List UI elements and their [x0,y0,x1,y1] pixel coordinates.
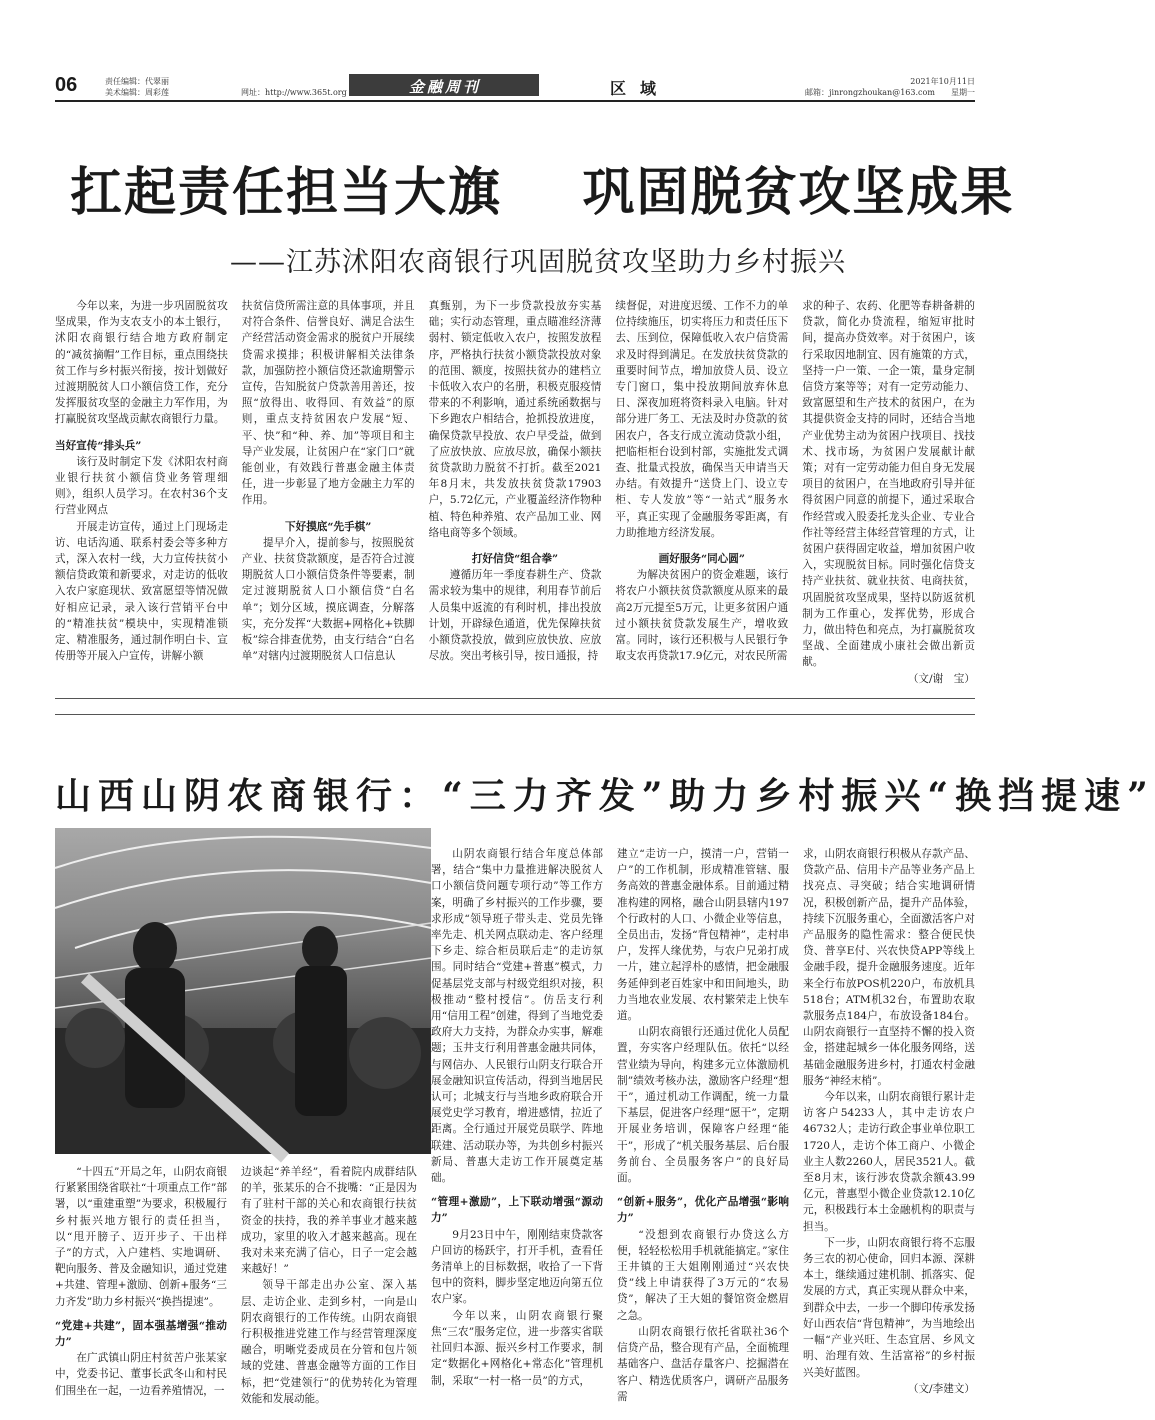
subheading: “管理+激励”，上下联动增强“源动力” [431,1196,603,1225]
subheading: “创新+服务”，优化产品增强“影响力” [617,1196,789,1225]
paragraph: 遵循历年一季度春耕生产、贷款需求较为集中的规律，利用春节前后人员集中返流的有利时机，排出投放计划，开辟绿色通道，优先保障扶贫小额贷款投放，做到应放快放、应放尽放。突出考核引导，按日通报，持 [428,569,602,663]
paragraph: 真甄别，为下一步贷款投放夯实基础；实行动态管理，重点瞄准经济薄弱村、锁定低收入农户，按照发放程序，严格执行扶贫小额贷款投放对象的范围、额度，按照扶贫办的建档立卡低收入农户的名册，积极克服疫情带来的不利影响，通过系统函数据与下乡跑农户相结合，抢抓投放进度，确保贷款早投放、农户早受益，做到了应放快放、应放尽放，确保小额扶贫贷款助力脱贫不打折。截至2021年8月末，共发放扶贫贷款17903户，5.72亿元，产业覆盖经济作物种植、特色种养殖、农产品加工业、网络电商等多个领域。 [428,300,602,539]
byline: （文/谢 宝） [907,672,975,685]
article2-headline: 山西山阴农商银行：“三力齐发”助力乡村振兴“换挡提速” [55,775,1155,817]
paragraph: 在广武镇山阴庄村贫苦户张某家中，党委书记、董事长武冬山和村民们围坐在一起，一边看养殖情况，一 [55,1352,227,1397]
website-url: 网址：http://www.365t.org [241,88,347,97]
paragraph: 为解决贫困户的资金难题，该行将农户小额扶贫贷款额度从原来的最高2万元提至5万元，让更多贫困户通过小额扶贫贷款发展生产，增收致富。同时，该行还积极与人民银行争取支农再贷款17.9亿元，对农民所需 [615,569,789,663]
paragraph: 开展走访宣传，通过上门现场走访、电话沟通、联系村委会等多种方式，深入农村一线，大力宣传扶贫小额信贷政策和新要求，对走访的低收入农户家庭现状、致富愿望等情况做好相应记录，录入该行营销平台中的“精准扶贫”模块中，实现精准锁定、精准服务，通过制作明白卡、宣传册等开展入户宣传，讲解小额 [55,520,228,663]
paragraph: “十四五”开局之年，山阴农商银行紧紧围绕省联社“十项重点工作”部署，以“重建重塑”为要求，积极履行乡村振兴地方银行的责任担当，以“甩开膀子、迈开步子、干出样子”的方式，入户建档、实地调研、靶向服务、普及金融知识，通过党建+共建、管理+激励、创新+服务“三力齐发”助力乡村振兴“换挡提速”。 [55,1166,227,1308]
paragraph: 山阴农商银行结合年度总体部署，结合“集中力量推进解决脱贫人口小额信贷问题专项行动”等工作方案，明确了乡村振兴的工作步骤，要求形成“领导班子带头走、党员先锋率先走、机关网点联动走、客户经理下乡走、综合柜员联后走”的走访氛围。同时结合“党建+普惠”模式，力促基层党支部与村级党组织对接，积极推动“整村授信”。仿岳支行利用“信用工程”创建，得到了当地党委政府大力支持，为群众办实事，解难题；玉井支行利用普惠金融共同体，与网信办、人民银行山阴支行联合开展金融知识宣传活动，得到当地居民认可；北城支行与当地乡政府联合开展党史学习教育，增进感情，拉近了距离。全行通过开展党员联学、阵地联建、活动联办等，为共创乡村振兴新局、普惠大走访工作开展奠定基础。 [431,848,603,1185]
paragraph: 山阴农商银行依托省联社36个信贷产品，整合现有产品，全面梳理基础客户、盘活存量客户、挖掘潜在客户、精选优质客户，调研产品服务需 [617,1325,789,1403]
paragraph: 今年以来，山阴农商银行聚焦“三农”服务定位，进一步落实省联社回归本源、振兴乡村工作要求，制定“数据化+网格化+常态化”管理机制，采取“一村一格一员”的方式， [431,1309,603,1387]
article2-column [241,1164,417,1405]
paragraph: 扶贫信贷所需注意的具体事项，并且对符合条件、信誉良好、满足合法生产经营活动资金需求的脱贫户开展续贷需求摸排；积极讲解相关法律条款，加强防控小额信贷还款逾期警示宣传，告知脱贫户贷款善用善还，按照“放得出、收得回、有效益”的原则，重点支持贫困农户发展“短、平、快”和“种、养、加”等项目和主导产业发展，让贫困户在“家门口”就能创业，有效践行普惠金融主体责任，进一步彰显了地方金融主力军的作用。 [241,300,415,507]
divider-rule [55,714,975,715]
paragraph: 领导干部走出办公室、深入基层、走访企业、走到乡村，一向是山阴农商银行的工作传统。山阴农商银行积极推进党建工作与经营管理深度融合，明晰党委成员在分管和包片领域的党建、普惠金融等方面的工作目标，把“党建领行”的优势转化为管理效能和发展动能。 [241,1279,417,1405]
date-text: 2021年10月11日 [910,77,975,86]
paragraph: “没想到农商银行办贷这么方便，轻轻松松用手机就能搞定。”家住王井镇的王大姐刚刚通过“兴农快贷”线上申请获得了3万元的“农易贷”，解决了王大姐的餐馆资金燃眉之急。 [617,1228,789,1322]
article2-body [55,846,975,1405]
section-name: 区域 [610,79,671,98]
weekday-text: 星期一 [951,88,975,97]
paragraph: 山阴农商银行还通过优化人员配置，夯实客户经理队伍。依托“以经营业绩为导向，构建多元立体激励机制”绩效考核办法，激励客户经理“想干”，通过机动工作调配，统一力量下基层，促进客户经理“愿干”，定期开展业务培训，保障客户经理“能干”，形成了“机关服务基层、后台服务前台、全员服务客户”的良好局面。 [617,1026,789,1185]
article2-column [617,846,789,1403]
article1-column [55,298,228,683]
art-editor-line: 美术编辑：周彩莲 [105,88,169,97]
article2-column [803,846,975,1395]
subheading: 下好摸底“先手棋” [285,520,372,533]
paragraph: 求的种子、农药、化肥等春耕备耕的贷款，简化办贷流程，缩短审批时间，提高办贷效率。对于贫困户，该行采取因地制宜、因有施策的方式，坚持一户一策、一企一策，量身定制信贷方案等等；对有一定劳动能力、致富愿望和生产技术的贫困户，在为其提供资金支持的同时，还结合当地产业优势主动为贫困户找项目、找技术、找市场，为贫困户发展献计献策；对有一定劳动能力但自身无发展项目的贫困户，在当地政府引导并征得贫困户同意的前提下，通过采取合作经营或入股委托龙头企业、专业合作社等经营主体经营管理的方式，让贫困户获得固定收益，增加贫困户收入，实现脱贫目标。同时强化信贷支持产业扶贫、就业扶贫、电商扶贫，巩固脱贫攻坚成果，坚持以防返贫机制为工作重心，发挥优势，形成合力，做出特色和亮点，为打赢脱贫攻坚战、全面建成小康社会做出新贡献。 [802,300,975,669]
issue-date [910,76,975,98]
paragraph: 下一步，山阴农商银行将不忘服务三农的初心使命，回归本源、深耕本土，继续通过建机制、抓落实、促发展的方式，真正实现从群众中来，到群众中去，一步一个脚印传承发扬好山西农信“背包精神”，为当地绘出一幅“产业兴旺、生态宜居、乡风文明、治理有效、生活富裕”的乡村振兴美好蓝图。 [803,1236,975,1379]
article2-column [431,846,603,1386]
paragraph: 建立“走访一户，摸清一户，营销一户”的工作机制，形成精准管辖、服务高效的普惠金融体系。目前通过精准构建的网格，融合山阴县辖内197个行政村的人口、小微企业等信息，全员出击，发扬“背包精神”，走村串户，发挥人缘优势，与农户兄弟打成一片，建立起浮朴的感情，把金融服务延伸到老百姓家中和田间地头，助力当地农业发展、农村繁荣走上快车道。 [617,848,789,1023]
article1-column [429,298,602,683]
paragraph: 今年以来，为进一步巩固脱贫攻坚成果，作为支农支小的本土银行，沭阳农商银行结合地方政府制定的“减贫摘帽”工作目标，重点围绕扶贫工作与乡村振兴衔接，按计划做好过渡期脱贫人口小额信贷工作，充分发挥服贫攻坚的金融主力军作用，为打赢脱贫攻坚战贡献农商银行力量。 [55,300,228,426]
masthead-rule [55,100,975,102]
subheading: 当好宣传“排头兵” [55,439,142,452]
divider-rule [55,698,975,699]
article1-column [242,298,415,683]
subheading: 打好信贷“组合拳” [471,553,559,566]
paper-name-banner [349,74,539,96]
editor-line: 责任编辑：代翠丽 [105,77,169,86]
email-address: 邮箱：jinrongzhoukan@163.com [805,88,935,97]
paragraph: 续督促，对进度迟缓、工作不力的单位持续施压，切实将压力和责任压下去、压到位，保障低收入农户信贷需求及时得到满足。在发放扶贫贷款的重要时间节点，增加放贷人员、设立专门窗口，集中投放期间放弃休息日、深夜加班将资料录入电脑。针对部分进厂务工、无法及时办贷款的贫困农户，各支行成立流动贷款小组，把临柜柜台设到村部，实施批发式调查、批量式投放，确保当天申请当天办结。有效提升“送贷上门、设立专柜、专人发放”等“一站式”服务水平，真正实现了金融服务零距离，有力助推地方经济发展。 [615,300,789,539]
paper-name: 金融周刊 [409,78,482,96]
article1-column [802,298,975,683]
article1-headline: 扛起责任担当大旗 巩固脱贫攻坚成果 [70,162,1015,223]
subheading: 画好服务“同心圆” [658,553,745,566]
article2-column [55,1164,227,1397]
article1-column [615,298,788,683]
paragraph: 求，山阴农商银行积极从存款产品、贷款产品、信用卡产品等业务产品上找亮点、寻突破；结合实地调研情况，积极创新产品，提升产品体验，持续下沉服务重心，全面激活客户对产品服务的隐性需求：整合便民快贷、普享E付、兴农快贷APP等线上金融手段，提升金融服务速度。近年来全行布放POS机220户，布放机具518台；ATM机32台，布置助农取款服务点184户，布放设备184台。山阴农商银行一直坚持不懈的投入资金，搭建起城乡一体化服务网络，送基础金融服务进乡村，打通农村金融服务“神经末梢”。 [803,848,975,1087]
article1-subheadline: ——江苏沭阳农商银行巩固脱贫攻坚助力乡村振兴 [230,247,846,278]
article1-body [55,298,975,683]
paragraph: 边谈起“养羊经”，看着院内成群结队的羊，张某乐的合不拢嘴：“正是因为有了驻村干部的关心和农商银行扶贫资金的扶持，我的养羊事业才越来越成功，家里的收入才越来越高。现在我对未来充满了信心，日子一定会越来越好！” [241,1166,417,1276]
byline: （文/李建文） [907,1382,975,1395]
paragraph: 今年以来，山阴农商银行累计走访客户54233人，其中走访农户46732人；走访行政企事业单位职工1720人，走访个体工商户、小微企业主人数2260人，居民3521人。截至8月末，该行涉农贷款余额43.99亿元，普惠型小微企业贷款12.10亿元，积极践行本土金融机构的职责与担当。 [803,1091,975,1233]
paragraph: 提早介入，提前参与，按照脱贫产业、扶贫贷款额度，是否符合过渡期脱贫人口小额信贷条件等要素，制定过渡期脱贫人口小额信贷“白名单”；划分区域，摸底调查，分解落实，充分发挥“大数据+网格化+铁脚板”综合排查优势，由支行结合“白名单”对辖内过渡期脱贫人口信息认 [241,536,415,663]
paragraph: 该行及时制定下发《沭阳农村商业银行扶贫小额信贷业务管理细则》，组织人员学习。在农村36个支行营业网点 [55,455,228,517]
subheading: “党建+共建”，固本强基增强“推动力” [55,1319,227,1349]
page-number: 06 [55,74,78,96]
paragraph: 9月23日中午，刚刚结束贷款客户回访的杨跃宇，打开手机，查看任务清单上的目标数据，收拾了一下背包中的资料，脚步坚定地迈向第五位农户家。 [431,1228,603,1306]
editor-credits [105,76,169,98]
